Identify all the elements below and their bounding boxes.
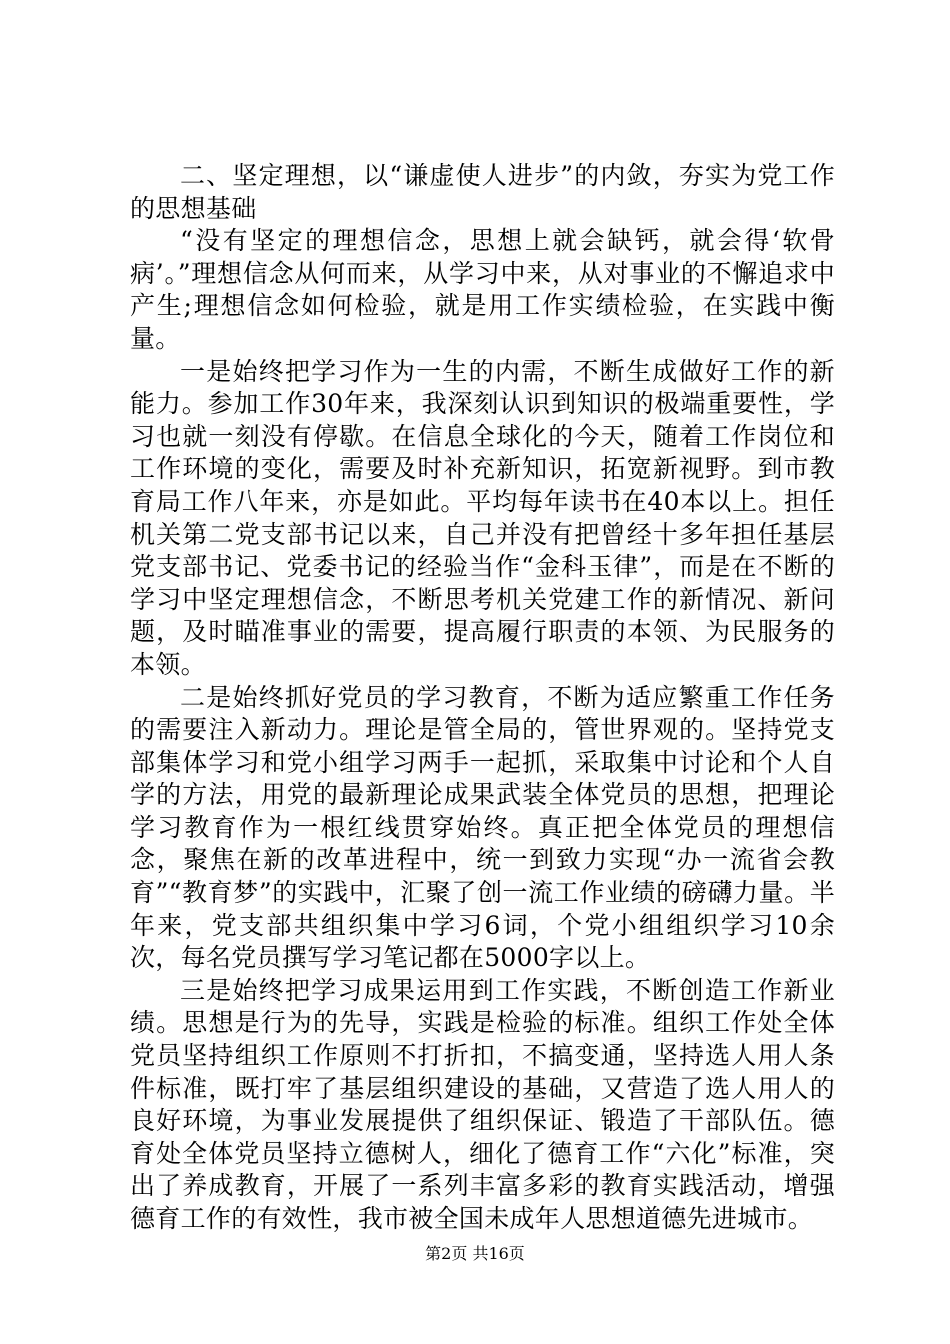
paragraph-point-two: 二是始终抓好党员的学习教育，不断为适应繁重工作任务的需要注入新动力。理论是管全局的，管世界观的。坚持党支部集体学习和党小组学习两手一起抓，采取集中讨论和个人自学的方法，用党的最新理论成果武装全体党员的思想，把理论学习教育作为一根红线贯穿始终。真正把全体党员的理想信念，聚焦在新的改革进程中，统一到致力实现“办一流省会教育”“教育梦”的实践中，汇聚了创一流工作业绩的磅礴力量。半年来，党支部共组织集中学习6词，个党小组组织学习10余次，每名党员撰写学习笔记都在5000字以上。 [130, 682, 835, 973]
document-body [130, 160, 835, 1236]
paragraph-point-three: 三是始终把学习成果运用到工作实践，不断创造工作新业绩。思想是行为的先导，实践是检验的标准。组织工作处全体党员坚持组织工作原则不打折扣，不搞变通，坚持选人用人条件标准，既打牢了基层组织建设的基础，又营造了选人用人的良好环境，为事业发展提供了组织保证、锻造了干部队伍。德育处全体党员坚持立德树人，细化了德育工作“六化”标准，突出了养成教育，开展了一系列丰富多彩的教育实践活动，增强德育工作的有效性，我市被全国未成年人思想道德先进城市。 [130, 975, 835, 1233]
page-number-footer: 第2页 共16页 [425, 1244, 525, 1263]
paragraph-quote: “没有坚定的理想信念，思想上就会缺钙，就会得‘软骨病’。”理想信念从何而来，从学习中来，从对事业的不懈追求中产生;理想信念如何检验，就是用工作实绩检验，在实践中衡量。 [130, 226, 835, 353]
section-heading: 二、坚定理想，以“谦虚使人进步”的内敛，夯实为党工作的思想基础 [130, 161, 835, 223]
paragraph-point-one: 一是始终把学习作为一生的内需，不断生成做好工作的新能力。参加工作30年来，我深刻认识到知识的极端重要性，学习也就一刻没有停歇。在信息全球化的今天，随着工作岗位和工作环境的变化，需要及时补充新知识，拓宽新视野。到市教育局工作八年来，亦是如此。平均每年读书在40本以上。担任机关第二党支部书记以来，自己并没有把曾经十多年担任基层党支部书记、党委书记的经验当作“金科玉律”，而是在不断的学习中坚定理想信念，不断思考机关党建工作的新情况、新问题，及时瞄准事业的需要，提高履行职责的本领、为民服务的本领。 [130, 356, 835, 679]
